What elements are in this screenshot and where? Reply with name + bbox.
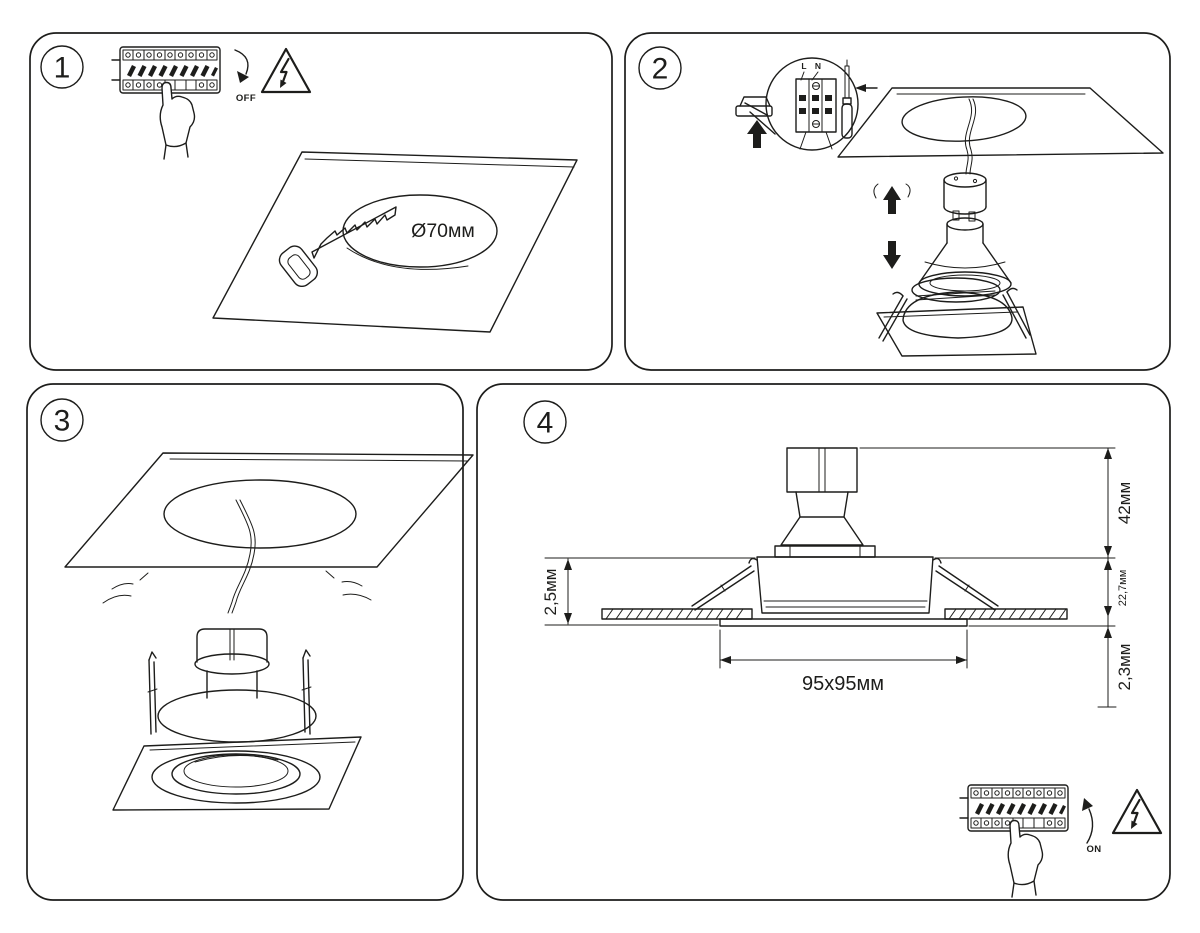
step-3-border xyxy=(27,384,463,900)
housing-section xyxy=(757,557,933,613)
step-3-panel xyxy=(27,384,473,900)
downlight-assembly-icon xyxy=(113,629,361,810)
step-3-number: 3 xyxy=(53,404,71,438)
dim-recess-label: 22,7мм xyxy=(1117,569,1129,607)
cutout-hole xyxy=(164,480,356,548)
ceiling-panel-step3 xyxy=(65,453,473,567)
dim-left xyxy=(564,559,572,624)
step-4-number: 4 xyxy=(536,406,554,440)
circuit-breaker-on xyxy=(960,785,1068,897)
ceiling-panel-step1 xyxy=(213,152,577,332)
step-2-panel xyxy=(625,33,1170,370)
supply-wire-icon xyxy=(228,500,255,613)
dim-cutout-label: 95x95мм xyxy=(802,673,884,695)
hole-diameter-label: Ø70мм xyxy=(411,220,475,242)
step-1-number: 1 xyxy=(53,51,71,85)
trim-plate-section xyxy=(720,619,967,626)
arrow-down-icon xyxy=(883,241,901,269)
supply-wire-icon xyxy=(965,99,975,174)
ceiling-panel-step2 xyxy=(838,88,1163,157)
off-arrow-icon xyxy=(235,50,249,83)
hatched-ceiling-icon xyxy=(602,609,1067,619)
lamp-socket-section xyxy=(787,448,857,492)
on-label: ON xyxy=(1086,844,1102,855)
step-1-panel xyxy=(30,33,612,370)
dim-rim-label: 2,5мм xyxy=(541,568,560,616)
step-1-border xyxy=(30,33,612,370)
lamp-socket-icon xyxy=(944,173,986,221)
arrow-left-icon xyxy=(855,84,877,92)
cross-section-icon xyxy=(602,448,1067,626)
magnifier-bubble-icon xyxy=(745,58,858,150)
dim-trim-label: 2,3мм xyxy=(1115,643,1134,691)
dim-width xyxy=(720,656,967,664)
terminal-block-icon xyxy=(796,72,836,149)
screwdriver-icon xyxy=(842,60,852,138)
spring-clip-icon xyxy=(148,650,311,734)
off-label: OFF xyxy=(235,93,257,104)
step-2-border xyxy=(625,33,1170,370)
gu10-bulb-icon xyxy=(919,218,1011,296)
keyhole-saw-icon xyxy=(276,207,396,290)
rotate-arrows-icon xyxy=(874,184,910,214)
on-arrow-icon xyxy=(1082,798,1093,843)
terminal-live-label: L xyxy=(801,61,807,71)
circuit-breaker-off xyxy=(112,47,220,159)
warning-triangle-step4 xyxy=(1113,790,1161,833)
dim-height-label: 42мм xyxy=(1115,481,1134,525)
step-4-panel xyxy=(477,384,1170,900)
housing-dome xyxy=(158,690,316,742)
dimension-lines-icon xyxy=(541,448,1134,707)
dim-right-chain xyxy=(1104,448,1112,707)
square-trim-icon xyxy=(113,737,361,810)
step-4-border xyxy=(477,384,1170,900)
step-2-number: 2 xyxy=(651,52,669,86)
spring-clip-icon xyxy=(692,559,998,610)
cutout-hole xyxy=(901,94,1027,144)
downlight-frame-icon xyxy=(877,278,1036,356)
extension-lines xyxy=(545,448,1116,707)
terminal-neutral-label: N xyxy=(814,61,822,71)
warning-triangle-step1 xyxy=(262,49,310,92)
